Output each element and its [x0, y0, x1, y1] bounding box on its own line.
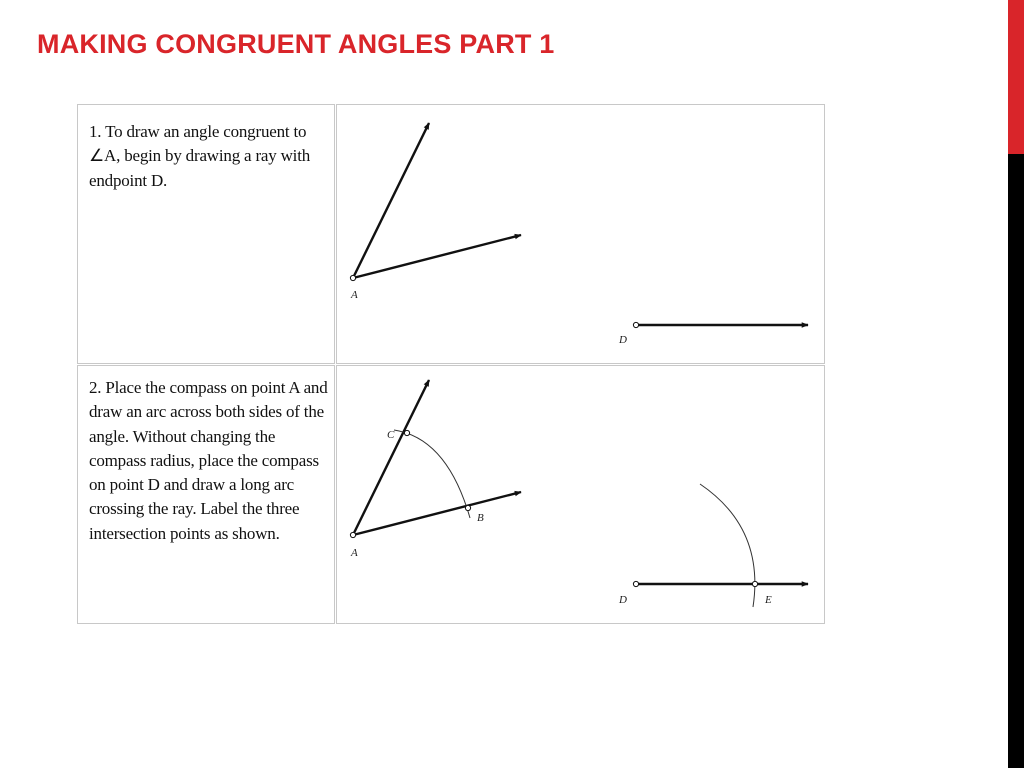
label-b: B — [477, 512, 484, 524]
step-1-figure-cell — [336, 104, 825, 364]
step-2-text: 2. Place the compass on point A and draw an arc across both sides of the angle. Without changing the compass radius, place the compass on point D and draw a long arc crossing the ray. Label the three intersection points as shown. — [89, 378, 328, 543]
slide-title: MAKING CONGRUENT ANGLES PART 1 — [37, 29, 555, 59]
ray-a-upper — [353, 380, 429, 535]
label-a: A — [351, 547, 358, 559]
label-c: C — [387, 429, 395, 441]
point-d — [633, 581, 638, 586]
steps-table — [76, 103, 826, 626]
step-1-text-cell — [77, 104, 335, 364]
step-1-text: 1. To draw an angle congruent to ∠A, begin by drawing a ray with endpoint D. — [89, 122, 311, 190]
step-2-figure — [337, 366, 826, 625]
arc-d — [700, 484, 755, 607]
ray-a-upper — [353, 123, 429, 278]
ray-a-lower — [353, 235, 521, 278]
arc-a — [394, 430, 470, 518]
point-c — [404, 430, 409, 435]
label-e: E — [765, 594, 772, 606]
point-e — [752, 581, 757, 586]
step-2-figure-cell — [336, 365, 825, 624]
label-d: D — [619, 334, 627, 346]
point-b — [465, 505, 470, 510]
point-d — [633, 322, 638, 327]
accent-bar-red — [1008, 0, 1024, 154]
point-a — [350, 275, 355, 280]
label-a: A — [351, 289, 358, 301]
point-a — [350, 532, 355, 537]
step-1-figure — [337, 105, 826, 365]
accent-bar-black — [1008, 154, 1024, 768]
step-2-text-cell — [77, 365, 335, 624]
ray-a-lower — [353, 492, 521, 535]
label-d: D — [619, 594, 627, 606]
